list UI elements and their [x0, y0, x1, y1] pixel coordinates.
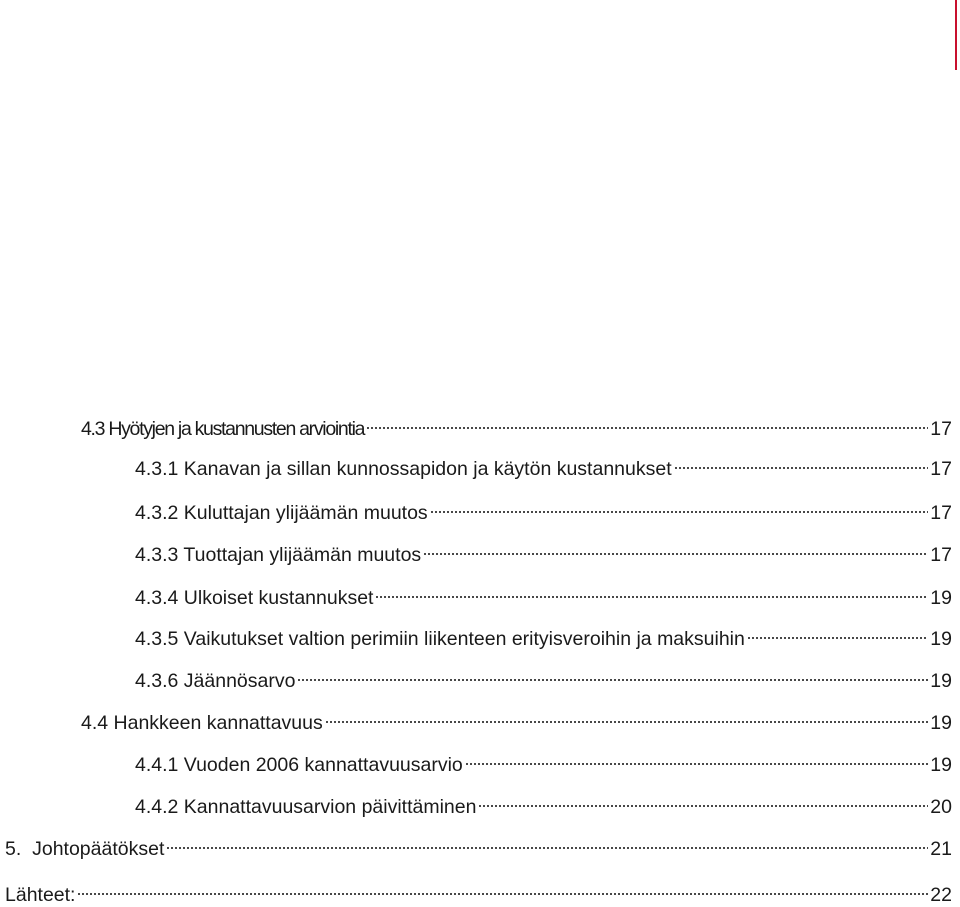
dot-leader — [747, 635, 928, 641]
dot-leader — [325, 719, 929, 725]
toc-entry-title: 4.4.2 Kannattavuusarvion päivittäminen — [135, 796, 477, 818]
toc-entry[interactable] — [81, 711, 952, 735]
toc-entry[interactable] — [5, 883, 952, 907]
dot-leader — [166, 845, 928, 851]
toc-entry[interactable] — [135, 627, 952, 651]
dot-leader — [674, 465, 929, 471]
toc-entry-page: 22 — [930, 884, 952, 906]
toc-entry-page: 17 — [930, 418, 952, 440]
toc-entry-page: 19 — [930, 712, 952, 734]
dot-leader — [478, 803, 928, 809]
toc-entry[interactable] — [5, 837, 952, 861]
toc-entry-title: 4.3.4 Ulkoiset kustannukset — [135, 587, 374, 609]
toc-entry-title: Lähteet: — [5, 884, 76, 906]
toc-entry[interactable] — [135, 501, 952, 525]
toc-entry[interactable] — [135, 753, 952, 777]
dot-leader — [77, 891, 928, 897]
toc-entry-page: 17 — [930, 458, 952, 480]
toc-entry-title: 4.4 Hankkeen kannattavuus — [81, 712, 323, 734]
toc-entry[interactable] — [135, 457, 952, 481]
dot-leader — [465, 761, 929, 767]
dot-leader — [423, 551, 928, 557]
toc-entry-page: 21 — [930, 838, 952, 860]
toc-entry-title: 4.4.1 Vuoden 2006 kannattavuusarvio — [135, 754, 463, 776]
toc-entry-title: 4.3 Hyötyjen ja kustannusten arviointia — [81, 418, 365, 440]
toc-entry[interactable] — [81, 417, 952, 441]
dot-leader — [430, 509, 929, 515]
toc-entry-page: 19 — [930, 670, 952, 692]
toc-entry-page: 17 — [930, 544, 952, 566]
toc-entry[interactable] — [135, 586, 952, 610]
toc-entry-title: 4.3.1 Kanavan ja sillan kunnossapidon ja käytön kustannukset — [135, 458, 672, 480]
toc-entry-page: 19 — [930, 587, 952, 609]
toc-entry[interactable] — [135, 795, 952, 819]
dot-leader — [375, 594, 928, 600]
dot-leader — [297, 677, 928, 683]
toc-entry-page: 17 — [930, 502, 952, 524]
toc-entry-title: 4.3.6 Jäännösarvo — [135, 670, 296, 692]
toc-entry[interactable] — [135, 669, 952, 693]
toc-entry-title: 4.3.5 Vaikutukset valtion perimiin liikenteen erityisveroihin ja maksuihin — [135, 628, 745, 650]
toc-entry-page: 19 — [930, 628, 952, 650]
dot-leader — [366, 425, 928, 431]
toc-entry-title: 5. Johtopäätökset — [5, 838, 165, 860]
toc-entry-page: 19 — [930, 754, 952, 776]
toc-entry-title: 4.3.3 Tuottajan ylijäämän muutos — [135, 544, 422, 566]
toc-entry-title: 4.3.2 Kuluttajan ylijäämän muutos — [135, 502, 428, 524]
toc-entry[interactable] — [135, 543, 952, 567]
toc-entry-page: 20 — [930, 796, 952, 818]
